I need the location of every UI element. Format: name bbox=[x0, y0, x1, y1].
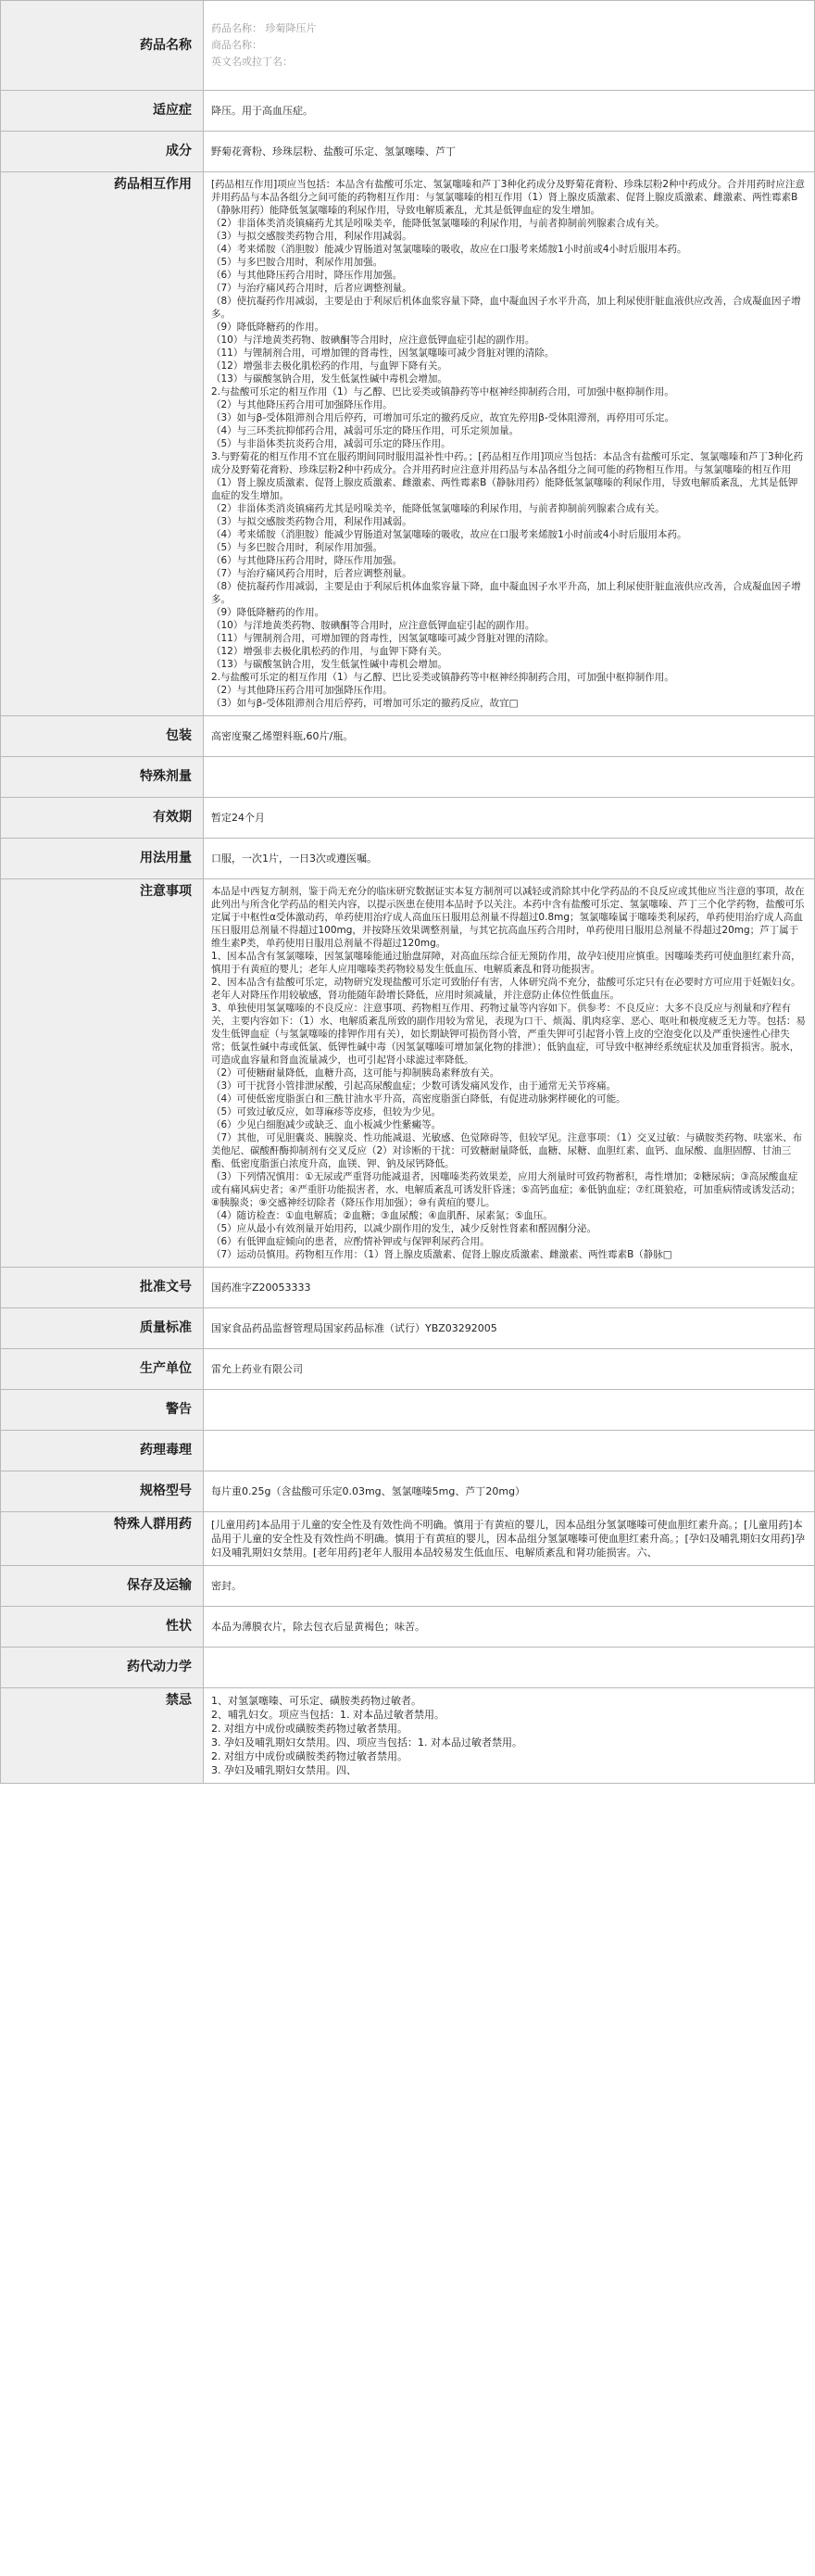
properties-label: 性状 bbox=[1, 1607, 204, 1648]
paragraph: （2）与其他降压药合用可加强降压作用。 bbox=[211, 399, 393, 410]
paragraph: （13）与碳酸氢钠合用，发生低氯性碱中毒机会增加。 bbox=[211, 659, 447, 670]
paragraph: （5）应从最小有效剂量开始用药，以减少副作用的发生，减少反射性肾素和醛固酮分泌。 bbox=[211, 1223, 597, 1234]
paragraph: 2、因本品含有盐酸可乐定，动物研究发现盐酸可乐定可致胎仔有害，人体研究尚不充分，盐酸可乐定只有在必要时方可应用于妊娠妇女。老年人对降压作用较敏感，肾功能随年龄增长降低，应用时须减量，并注意防止体位性低血压。 bbox=[211, 977, 801, 1001]
paragraph: （4）可使低密度脂蛋白和三酰甘油水平升高，高密度脂蛋白降低，有促进动脉粥样硬化的可能。 bbox=[211, 1093, 626, 1105]
paragraph: （7）其他，可见胆囊炎、胰腺炎、性功能减退、光敏感、色觉障碍等，但较罕见。注意事项：（1）交叉过敏：与磺胺类药物、呋塞米、布美他尼、碳酸酐酶抑制剂有交叉反应（2）对诊断的干扰：可致糖耐量降低，血糖、尿糖、血胆红素、血钙、血尿酸、血胆固醇、甘油三酯、低密度脂蛋白浓度升高，血镁、钾、钠及尿钙降低。 bbox=[211, 1132, 803, 1169]
validity-value: 暂定24个月 bbox=[204, 798, 815, 839]
row-pharmacokinetics bbox=[1, 1648, 815, 1688]
paragraph: 3. 孕妇及哺乳期妇女禁用。四、项应当包括：1. 对本品过敏者禁用。 bbox=[211, 1736, 522, 1749]
paragraph: （7）与治疗痛风药合用时，后者应调整剂量。 bbox=[211, 283, 412, 294]
paragraph: （7）运动员慎用。药物相互作用：（1）肾上腺皮质激素、促肾上腺皮质激素、雌激素、两性霉素B（静脉□ bbox=[211, 1249, 672, 1260]
paragraph: （5）可致过敏反应，如荨麻疹等皮疹，但较为少见。 bbox=[211, 1106, 442, 1118]
paragraph: （3）如与β-受体阻滞剂合用后停药，可增加可乐定的撤药反应，故宜□ bbox=[211, 698, 519, 709]
specification-label: 规格型号 bbox=[1, 1471, 204, 1512]
paragraph: （5）与多巴胺合用时，利尿作用加强。 bbox=[211, 542, 383, 553]
paragraph: （4）随访检查：①血电解质；②血糖；③血尿酸；④血肌酐、尿素氮；⑤血压。 bbox=[211, 1210, 553, 1221]
special-dosage-label: 特殊剂量 bbox=[1, 757, 204, 798]
row-warning bbox=[1, 1390, 815, 1431]
paragraph: 3.与野菊花的相互作用不宜在服药期间同时服用温补性中药。；[药品相互作用]项应当包括：本品含有盐酸可乐定、氢氯噻嗪和芦丁3种化药成分及野菊花膏粉、珍珠层粉2种中药成分。合并用药时应注意并用药品与本品各组分之间可能的药物相互作用。与氢氯噻嗪的相互作用（1）肾上腺皮质激素、促肾上腺皮质激素、雌激素、两性霉素B（静脉用药）能降低氢氯噻嗪的利尿作用，导致电解质紊乱，尤其是低钾血症的发生增加。 bbox=[211, 451, 804, 501]
row-special-population bbox=[1, 1512, 815, 1566]
paragraph: （3）可干扰肾小管排泄尿酸，引起高尿酸血症；少数可诱发痛风发作，由于通常无关节疼痛。 bbox=[211, 1080, 617, 1092]
paragraph: 1、因本品含有氢氯噻嗪，因氢氯噻嗪能通过胎盘屏障，对高血压综合征无预防作用，故孕妇使用应慎重。因噻嗪类药可使血胆红素升高，慎用于有黄疸的婴儿；老年人应用噻嗪类药物较易发生低血压、电解质紊乱和肾功能损害。 bbox=[211, 951, 801, 975]
paragraph: （12）增强非去极化肌松药的作用，与血钾下降有关。 bbox=[211, 360, 447, 372]
paragraph: 2. 对组方中成份或磺胺类药物过敏者禁用。 bbox=[211, 1750, 408, 1762]
paragraph: （2）非甾体类消炎镇痛药尤其是吲哚美辛，能降低氢氯噻嗪的利尿作用，与前者抑制前列腺素合成有关。 bbox=[211, 218, 665, 229]
manufacturer-label: 生产单位 bbox=[1, 1349, 204, 1390]
row-quality-standard bbox=[1, 1308, 815, 1349]
paragraph: （7）与治疗痛风药合用时，后者应调整剂量。 bbox=[211, 568, 412, 579]
paragraph: （4）考来烯胺（消胆胺）能减少胃肠道对氢氯噻嗪的吸收，故应在口服考来烯胺1小时前或4小时后服用本药。 bbox=[211, 529, 687, 540]
row-storage bbox=[1, 1566, 815, 1607]
quality-standard-value: 国家食品药品监督管理局国家药品标准（试行）YBZ03292005 bbox=[204, 1308, 815, 1349]
warning-value bbox=[204, 1390, 815, 1431]
row-ingredients bbox=[1, 132, 815, 172]
paragraph: （6）少见白细胞减少或缺乏、血小板减少性紫癜等。 bbox=[211, 1119, 442, 1130]
paragraph: （5）与多巴胺合用时，利尿作用加强。 bbox=[211, 257, 383, 268]
paragraph: （8）使抗凝药作用减弱，主要是由于利尿后机体血浆容量下降，血中凝血因子水平升高，加上利尿使肝脏血液供应改善，合成凝血因子增多。 bbox=[211, 581, 801, 605]
paragraph: （3）与拟交感胺类药物合用，利尿作用减弱。 bbox=[211, 231, 412, 242]
manufacturer-value: 雷允上药业有限公司 bbox=[204, 1349, 815, 1390]
row-validity bbox=[1, 798, 815, 839]
trade-name-line: 商品名称： bbox=[211, 39, 262, 51]
precautions-label: 注意事项 bbox=[1, 879, 204, 1268]
paragraph: （10）与洋地黄类药物、胺碘酮等合用时，应注意低钾血症引起的副作用。 bbox=[211, 335, 535, 346]
paragraph: （3）下列情况慎用：①无尿或严重肾功能减退者，因噻嗪类药效果差，应用大剂量时可致药物蓄积，毒性增加；②糖尿病；③高尿酸血症或有痛风病史者；④严重肝功能损害者，水、电解质紊乱可诱发肝昏迷；⑤高钙血症；⑥低钠血症；⑦红斑狼疮，可加重病情或诱发活动；⑧胰腺炎；⑨交感神经切除者（降压作用加强）；⑩有黄疸的婴儿。 bbox=[211, 1171, 801, 1208]
row-properties bbox=[1, 1607, 815, 1648]
row-indications bbox=[1, 91, 815, 132]
ingredients-value: 野菊花膏粉、珍珠层粉、盐酸可乐定、氢氯噻嗪、芦丁 bbox=[204, 132, 815, 172]
row-packaging bbox=[1, 716, 815, 757]
row-usage bbox=[1, 839, 815, 879]
approval-number-value: 国药准字Z20053333 bbox=[204, 1268, 815, 1308]
paragraph: 2. 对组方中成份或磺胺类药物过敏者禁用。 bbox=[211, 1723, 408, 1735]
toxicology-label: 药理毒理 bbox=[1, 1431, 204, 1471]
paragraph: （3）与拟交感胺类药物合用，利尿作用减弱。 bbox=[211, 516, 412, 527]
quality-standard-label: 质量标准 bbox=[1, 1308, 204, 1349]
row-manufacturer bbox=[1, 1349, 815, 1390]
usage-label: 用法用量 bbox=[1, 839, 204, 879]
paragraph: （9）降低降糖药的作用。 bbox=[211, 322, 325, 333]
indications-label: 适应症 bbox=[1, 91, 204, 132]
row-interactions bbox=[1, 172, 815, 716]
special-dosage-value bbox=[204, 757, 815, 798]
properties-value: 本品为薄膜衣片，除去包衣后显黄褐色；味苦。 bbox=[204, 1607, 815, 1648]
paragraph: （2）非甾体类消炎镇痛药尤其是吲哚美辛，能降低氢氯噻嗪的利尿作用，与前者抑制前列腺素合成有关。 bbox=[211, 503, 665, 514]
row-special-dosage bbox=[1, 757, 815, 798]
paragraph: 3. 孕妇及哺乳期妇女禁用。四、 bbox=[211, 1764, 357, 1776]
pharmacokinetics-label: 药代动力学 bbox=[1, 1648, 204, 1688]
paragraph: （4）考来烯胺（消胆胺）能减少胃肠道对氢氯噻嗪的吸收，故应在口服考来烯胺1小时前或4小时后服用本药。 bbox=[211, 244, 687, 255]
packaging-label: 包装 bbox=[1, 716, 204, 757]
interactions-value bbox=[204, 172, 815, 716]
english-name-line: 英文名或拉丁名： bbox=[211, 56, 293, 68]
paragraph: （5）与非甾体类抗炎药合用，减弱可乐定的降压作用。 bbox=[211, 438, 451, 449]
interactions-label: 药品相互作用 bbox=[1, 172, 204, 716]
paragraph: （6）与其他降压药合用时，降压作用加强。 bbox=[211, 555, 403, 566]
paragraph: （8）使抗凝药作用减弱，主要是由于利尿后机体血浆容量下降，血中凝血因子水平升高，加上利尿使肝脏血液供应改善，合成凝血因子增多。 bbox=[211, 296, 801, 320]
drug-name-label: 药品名称 bbox=[1, 1, 204, 91]
generic-name-line: 药品名称： 珍菊降压片 bbox=[211, 22, 317, 34]
paragraph: （9）降低降糖药的作用。 bbox=[211, 607, 325, 618]
paragraph: （6）有低钾血症倾向的患者，应酌情补钾或与保钾利尿药合用。 bbox=[211, 1236, 490, 1247]
special-population-label: 特殊人群用药 bbox=[1, 1512, 204, 1566]
warning-label: 警告 bbox=[1, 1390, 204, 1431]
paragraph: （13）与碳酸氢钠合用，发生低氯性碱中毒机会增加。 bbox=[211, 373, 447, 385]
storage-label: 保存及运输 bbox=[1, 1566, 204, 1607]
paragraph: （2）可使糖耐量降低，血糖升高，这可能与抑制胰岛素释放有关。 bbox=[211, 1067, 500, 1079]
paragraph: （12）增强非去极化肌松药的作用，与血钾下降有关。 bbox=[211, 646, 447, 657]
ingredients-label: 成分 bbox=[1, 132, 204, 172]
row-drug-name bbox=[1, 1, 815, 91]
paragraph: （6）与其他降压药合用时，降压作用加强。 bbox=[211, 270, 403, 281]
paragraph: （11）与锂制剂合用，可增加锂的肾毒性，因氢氯噻嗪可减少肾脏对锂的清除。 bbox=[211, 633, 555, 644]
precautions-value bbox=[204, 879, 815, 1268]
paragraph: （4）与三环类抗抑郁药合用，减弱可乐定的降压作用，可乐定须加量。 bbox=[211, 425, 520, 436]
paragraph: [药品相互作用]项应当包括：本品含有盐酸可乐定、氢氯噻嗪和芦丁3种化药成分及野菊花膏粉、珍珠层粉2种中药成分。合并用药时应注意并用药品与本品各组分之间可能的药物相互作用：与氢氯噻嗪的相互作用（1）肾上腺皮质激素、促肾上腺皮质激素、雌激素、两性霉素B（静脉用药）能降低氢氯噻嗪的利尿作用，导致电解质紊乱，尤其是低钾血症的发生增加。 bbox=[211, 179, 806, 216]
paragraph: （3）如与β-受体阻滞剂合用后停药，可增加可乐定的撤药反应，故宜先停用β-受体阻滞剂，再停用可乐定。 bbox=[211, 412, 675, 423]
paragraph: （11）与锂制剂合用，可增加锂的肾毒性，因氢氯噻嗪可减少肾脏对锂的清除。 bbox=[211, 347, 555, 359]
approval-number-label: 批准文号 bbox=[1, 1268, 204, 1308]
usage-value: 口服，一次1片，一日3次或遵医嘱。 bbox=[204, 839, 815, 879]
specification-value: 每片重0.25g（含盐酸可乐定0.03mg、氢氯噻嗪5mg、芦丁20mg） bbox=[204, 1471, 815, 1512]
paragraph: 本品是中西复方制剂，鉴于尚无充分的临床研究数据证实本复方制剂可以减轻或消除其中化学药品的不良反应或其他应当注意的事项，故在此列出与所含化学药品的相关内容，以提示医患在使用本品时予以关注。本药中含有盐酸可乐定、氢氯噻嗪、芦丁三个化学药物，盐酸可乐定属于中枢性α受体激动药，单药使用治疗成人高血压日服用总剂量不得超过0.8mg；氢氯噻嗪属于噻嗪类利尿药，单药使用治疗成人高血压日服用总剂量不得超过100mg，并按降压效果调整剂量，与其它抗高血压药合用时，单药使用日服用总剂量不得超过20mg；芦丁属于维生素P类，单药使用日服用总剂量不得超过120mg。 bbox=[211, 886, 805, 949]
packaging-value: 高密度聚乙烯塑料瓶,60片/瓶。 bbox=[204, 716, 815, 757]
drug-name-value bbox=[204, 1, 815, 91]
special-population-value: [儿童用药]本品用于儿童的安全性及有效性尚不明确。慎用于有黄疸的婴儿，因本品组分氢氯噻嗪可使血胆红素升高。；[儿童用药]本品用于儿童的安全性及有效性尚不明确。慎用于有黄疸的婴儿，因本品组分氢氯噻嗪可使血胆红素升高。；[孕妇及哺乳期妇女用药]孕妇及哺乳期妇女禁用。[老年用药]老年人服用本品较易发生低血压、电解质紊乱和肾功能损害。六、 bbox=[204, 1512, 815, 1566]
storage-value: 密封。 bbox=[204, 1566, 815, 1607]
paragraph: （10）与洋地黄类药物、胺碘酮等合用时，应注意低钾血症引起的副作用。 bbox=[211, 620, 535, 631]
indications-value: 降压。用于高血压症。 bbox=[204, 91, 815, 132]
toxicology-value bbox=[204, 1431, 815, 1471]
row-approval-number bbox=[1, 1268, 815, 1308]
paragraph: 3、单独使用氢氯噻嗪的不良反应：注意事项、药物相互作用、药物过量等内容如下。供参考：不良反应：大多不良反应与剂量和疗程有关，主要内容如下：（1）水、电解质紊乱所致的副作用较为常见，表现为口干、烦渴、肌肉痉挛、恶心、呕吐和极度疲乏无力等。包括：易发生低钾血症（与氢氯噻嗪的排钾作用有关），如长期缺钾可损伤肾小管，严重失钾可引起肾小管上皮的空泡变化以及严重快速性心律失常；低氯性碱中毒或低氯、低钾性碱中毒（因氢氯噻嗪可增加氯化物的排泄）；低钠血症，可导致中枢神经系统症状及加重肾损害。脱水，可造成血容量和肾血流量减少，也可引起肾小球滤过率降低。 bbox=[211, 1003, 806, 1066]
row-toxicology bbox=[1, 1431, 815, 1471]
contraindications-label: 禁忌 bbox=[1, 1688, 204, 1784]
paragraph: （2）与其他降压药合用可加强降压作用。 bbox=[211, 685, 393, 696]
paragraph: 2.与盐酸可乐定的相互作用（1）与乙醇、巴比妥类或镇静药等中枢神经抑制药合用，可加强中枢抑制作用。 bbox=[211, 672, 674, 683]
paragraph: 2、哺乳妇女。项应当包括：1. 对本品过敏者禁用。 bbox=[211, 1709, 445, 1721]
row-specification bbox=[1, 1471, 815, 1512]
row-contraindications bbox=[1, 1688, 815, 1784]
paragraph: 1、对氢氯噻嗪、可乐定、磺胺类药物过敏者。 bbox=[211, 1695, 421, 1707]
pharmacokinetics-value bbox=[204, 1648, 815, 1688]
contraindications-value bbox=[204, 1688, 815, 1784]
validity-label: 有效期 bbox=[1, 798, 204, 839]
row-precautions bbox=[1, 879, 815, 1268]
paragraph: 2.与盐酸可乐定的相互作用（1）与乙醇、巴比妥类或镇静药等中枢神经抑制药合用，可加强中枢抑制作用。 bbox=[211, 386, 674, 398]
